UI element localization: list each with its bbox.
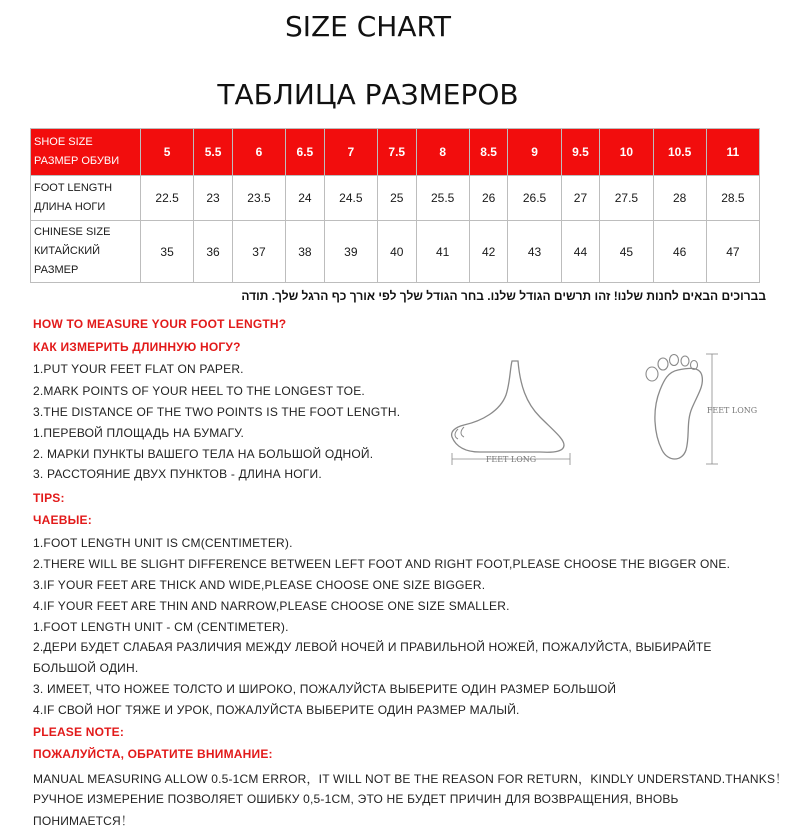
- note-line: РУЧНОЕ ИЗМЕРЕНИЕ ПОЗВОЛЯЕТ ОШИБКУ 0,5-1CM, ЭТО НЕ БУДЕТ ПРИЧИН ДЛЯ ВОЗВРАЩЕНИЯ, ВНОВЬ: [33, 792, 679, 806]
- feet-long-label-side: FEET LONG: [485, 455, 537, 464]
- shoe-size-cell: 8.5: [469, 129, 508, 176]
- foot-length-cell: 27.5: [600, 176, 653, 221]
- tip-line: 3.IF YOUR FEET ARE THICK AND WIDE,PLEASE CHOOSE ONE SIZE BIGGER.: [33, 578, 486, 592]
- chinese-size-cell: 41: [416, 221, 469, 283]
- measure-step: 2. МАРКИ ПУНКТЫ ВАШЕГО ТЕЛА НА БОЛЬШОЙ ОДНОЙ.: [33, 447, 374, 461]
- foot-length-cell: 28.5: [706, 176, 759, 221]
- shoe-size-cell: 10.5: [653, 129, 706, 176]
- tip-line: 4.IF YOUR FEET ARE THIN AND NARROW,PLEASE CHOOSE ONE SIZE SMALLER.: [33, 599, 510, 613]
- tip-line: 1.FOOT LENGTH UNIT IS CM(CENTIMETER).: [33, 536, 293, 550]
- title-en: SIZE CHART: [284, 10, 452, 43]
- measure-step: 2.MARK POINTS OF YOUR HEEL TO THE LONGEST TOE.: [33, 384, 365, 398]
- foot-length-cell: 28: [653, 176, 706, 221]
- measure-step: 1.ПЕРЕВОЙ ПЛОЩАДЬ НА БУМАГУ.: [33, 426, 245, 440]
- measure-heading-en: HOW TO MEASURE YOUR FOOT LENGTH?: [33, 317, 287, 331]
- row-label-chinese-size: CHINESE SIZE КИТАЙСКИЙ РАЗМЕР: [31, 221, 141, 283]
- tip-line: 3. ИМЕЕТ, ЧТО НОЖЕЕ ТОЛСТО И ШИРОКО, ПОЖАЛУЙСТА ВЫБЕРИТЕ ОДИН РАЗМЕР БОЛЬШОЙ: [33, 682, 617, 696]
- foot-length-cell: 24: [286, 176, 325, 221]
- tip-line: 2.ДЕРИ БУДЕТ СЛАБАЯ РАЗЛИЧИЯ МЕЖДУ ЛЕВОЙ НОЧЕЙ И ПРАВИЛЬНОЙ НОЖЕЙ, ПОЖАЛУЙСТА, ВЫБИРАЙТЕ: [33, 640, 712, 654]
- foot-length-cell: 23.5: [232, 176, 285, 221]
- note-heading-en: PLEASE NOTE:: [33, 725, 125, 739]
- foot-length-cell: 25: [377, 176, 416, 221]
- chinese-size-cell: 37: [232, 221, 285, 283]
- shoe-size-cell: 6: [232, 129, 285, 176]
- chinese-size-cell: 39: [324, 221, 377, 283]
- chinese-size-cell: 42: [469, 221, 508, 283]
- foot-length-cell: 22.5: [141, 176, 194, 221]
- measure-step: 1.PUT YOUR FEET FLAT ON PAPER.: [33, 362, 244, 376]
- shoe-size-cell: 6.5: [286, 129, 325, 176]
- tip-line: 4.IF СВОЙ НОГ ТЯЖЕ И УРОК, ПОЖАЛУЙСТА ВЫБЕРИТЕ ОДИН РАЗМЕР МАЛЫЙ.: [33, 703, 520, 717]
- foot-length-cell: 26: [469, 176, 508, 221]
- foot-top-view-illustration: [630, 350, 770, 468]
- measure-heading-ru: КАК ИЗМЕРИТЬ ДЛИННУЮ НОГУ?: [33, 340, 241, 354]
- shoe-size-cell: 7.5: [377, 129, 416, 176]
- foot-length-cell: 25.5: [416, 176, 469, 221]
- tips-heading-en: TIPS:: [33, 491, 65, 505]
- note-heading-ru: ПОЖАЛУЙСТА, ОБРАТИТЕ ВНИМАНИЕ:: [33, 747, 273, 761]
- tips-heading-ru: ЧАЕВЫЕ:: [33, 513, 92, 527]
- hebrew-welcome-note: בברוכים הבאים לחנות שלנו! זהו תרשים הגודל שלנו. בחר הגודל שלך לפי אורך כף הרגל שלך. תודה: [241, 289, 766, 303]
- chinese-size-cell: 44: [561, 221, 600, 283]
- chinese-size-cell: 46: [653, 221, 706, 283]
- measure-step: 3. РАССТОЯНИЕ ДВУХ ПУНКТОВ - ДЛИНА НОГИ.: [33, 467, 322, 481]
- shoe-size-cell: 9.5: [561, 129, 600, 176]
- feet-long-label-top: FEET LONG: [706, 406, 758, 415]
- shoe-size-cell: 10: [600, 129, 653, 176]
- foot-length-cell: 23: [194, 176, 233, 221]
- chinese-size-cell: 35: [141, 221, 194, 283]
- table-row-shoe-size: [31, 129, 760, 176]
- chinese-size-cell: 40: [377, 221, 416, 283]
- shoe-size-cell: 5: [141, 129, 194, 176]
- shoe-size-cell: 7: [324, 129, 377, 176]
- foot-length-cell: 24.5: [324, 176, 377, 221]
- shoe-size-cell: 5.5: [194, 129, 233, 176]
- note-line: ПОНИМАЕТСЯ！: [33, 814, 134, 828]
- shoe-size-cell: 8: [416, 129, 469, 176]
- foot-side-view-illustration: [440, 355, 580, 470]
- tip-line: 1.FOOT LENGTH UNIT - CM (CENTIMETER).: [33, 620, 289, 634]
- chinese-size-cell: 38: [286, 221, 325, 283]
- table-row-foot-length: [31, 176, 760, 221]
- row-label-foot-length: FOOT LENGTH ДЛИНА НОГИ: [31, 176, 141, 221]
- chinese-size-cell: 47: [706, 221, 759, 283]
- foot-length-cell: 26.5: [508, 176, 561, 221]
- measure-step: 3.THE DISTANCE OF THE TWO POINTS IS THE FOOT LENGTH.: [33, 405, 401, 419]
- shoe-size-cell: 11: [706, 129, 759, 176]
- chinese-size-cell: 36: [194, 221, 233, 283]
- tip-line: 2.THERE WILL BE SLIGHT DIFFERENCE BETWEEN LEFT FOOT AND RIGHT FOOT,PLEASE CHOOSE THE BIGGER ONE.: [33, 557, 731, 571]
- row-label-shoe-size: SHOE SIZE РАЗМЕР ОБУВИ: [31, 129, 141, 176]
- chinese-size-cell: 45: [600, 221, 653, 283]
- title-ru: ТАБЛИЦА РАЗМЕРОВ: [217, 78, 519, 111]
- size-table: [30, 128, 760, 283]
- foot-length-cell: 27: [561, 176, 600, 221]
- shoe-size-cell: 9: [508, 129, 561, 176]
- tip-line: БОЛЬШОЙ ОДИН.: [33, 661, 139, 675]
- note-line: MANUAL MEASURING ALLOW 0.5-1CM ERROR，IT WILL NOT BE THE REASON FOR RETURN，KINDLY UNDERSTAND.THANKS！: [33, 772, 788, 786]
- chinese-size-cell: 43: [508, 221, 561, 283]
- table-row-chinese-size: [31, 221, 760, 283]
